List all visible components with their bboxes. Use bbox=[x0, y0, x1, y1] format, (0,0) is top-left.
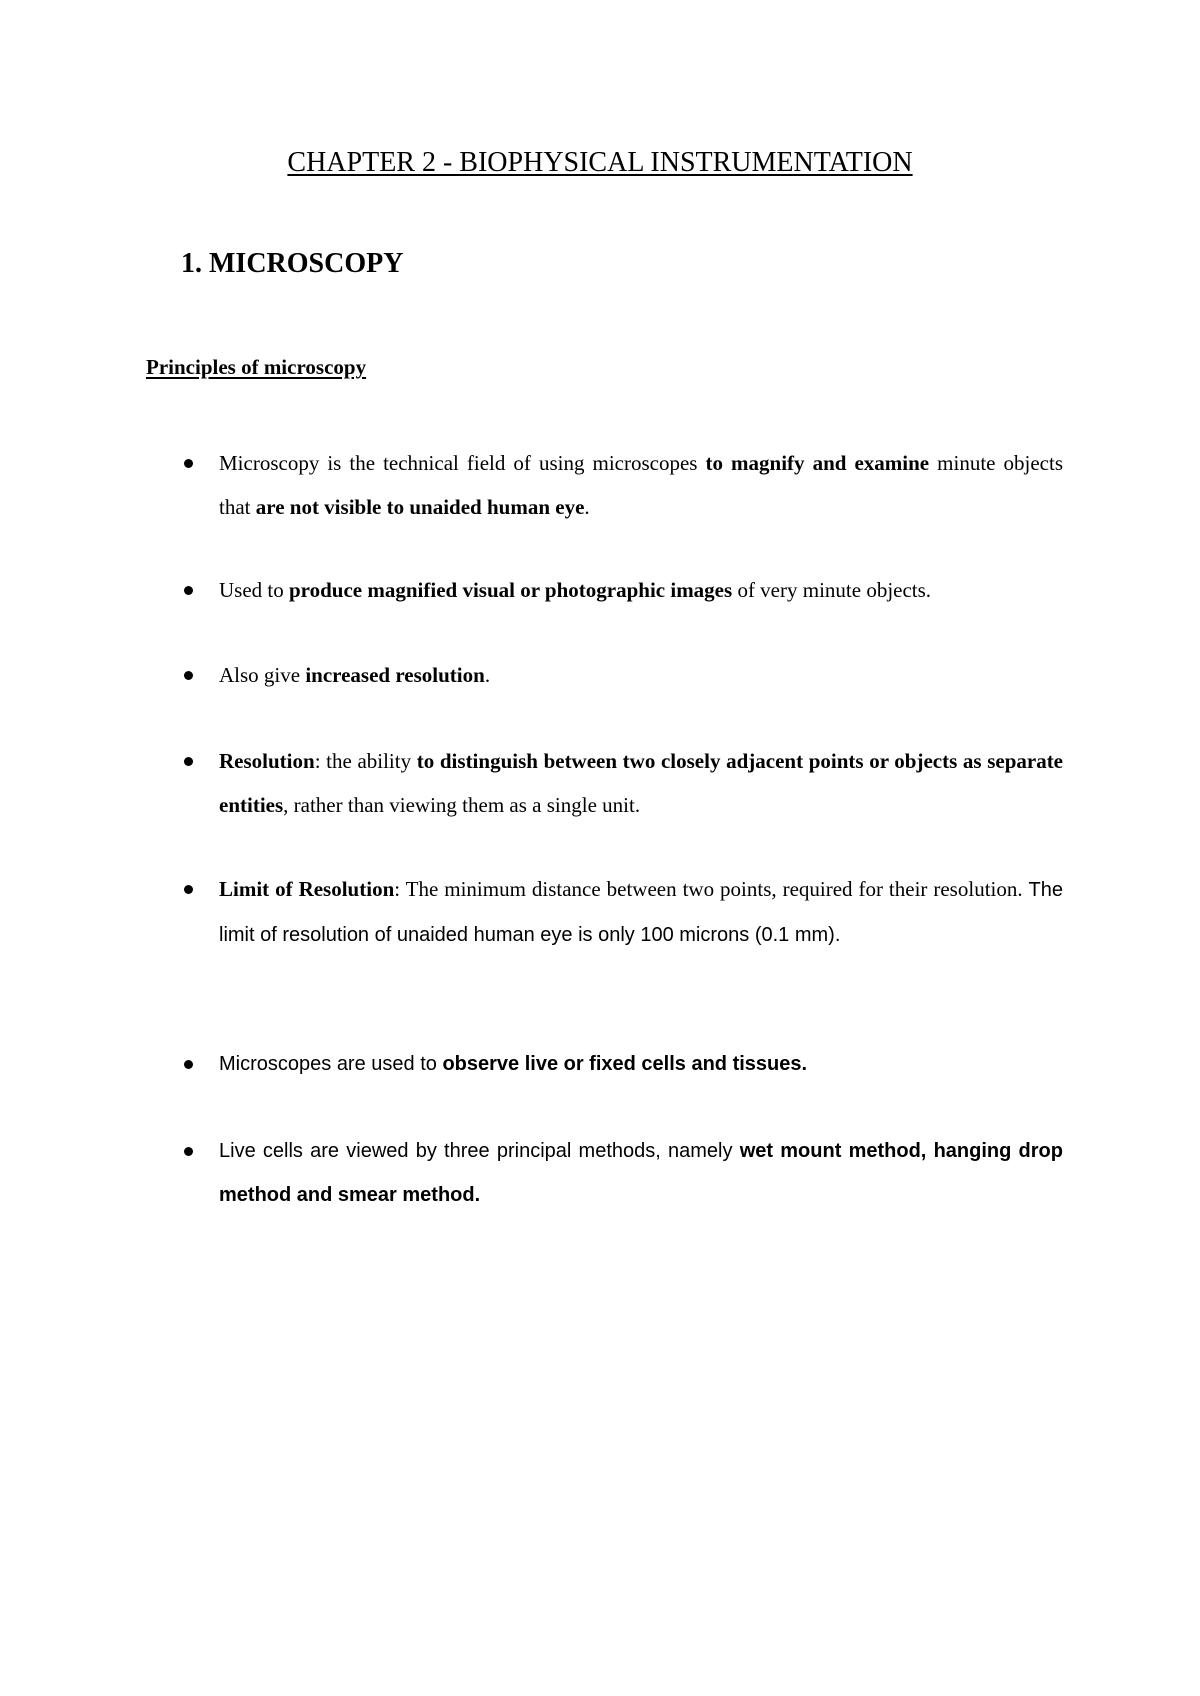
bullet-text: The limit of resolution of unaided human eye is only 100 microns (0.1 mm). bbox=[219, 879, 1063, 946]
bullet-item-5 bbox=[219, 867, 1063, 957]
bullet-bold-text: Resolution bbox=[219, 749, 315, 773]
bullet-bold-text: are not visible to unaided human eye bbox=[255, 495, 585, 519]
bullet-dot bbox=[184, 1147, 193, 1156]
bullet-text: Microscopes are used to bbox=[219, 1053, 443, 1075]
bullet-text: . bbox=[484, 663, 491, 687]
bullet-bold-text: wet mount method, hanging drop method and smear method. bbox=[219, 1140, 1063, 1206]
bullet-item-4 bbox=[219, 739, 1063, 827]
bullet-text: : The minimum distance between two points, required for their resolution. bbox=[394, 877, 1023, 901]
bullet-text: Microscopy is the technical field of using microscopes bbox=[219, 451, 706, 475]
bullet-dot bbox=[184, 459, 193, 468]
bullet-dot bbox=[184, 1060, 193, 1069]
section-title: MICROSCOPY bbox=[209, 248, 404, 279]
bullet-dot bbox=[184, 671, 193, 680]
bullet-dot bbox=[184, 586, 193, 595]
bullet-item-2 bbox=[219, 568, 1063, 612]
bullet-text: Live cells are viewed by three principal methods, namely bbox=[219, 1140, 740, 1162]
bullet-dot bbox=[184, 757, 193, 766]
bullet-item-1 bbox=[219, 441, 1063, 529]
bullet-bold-text: increased resolution bbox=[305, 663, 485, 687]
bullet-text: minute objects that bbox=[219, 451, 1064, 519]
subheading: Principles of microscopy bbox=[146, 355, 367, 379]
bullet-item-3 bbox=[219, 653, 1063, 697]
bullet-item-7 bbox=[219, 1129, 1063, 1217]
bullet-text: Also give bbox=[219, 663, 306, 687]
bullet-bold-text: produce magnified visual or photographic images bbox=[289, 578, 733, 602]
bullet-bold-text: to magnify and examine bbox=[705, 451, 930, 475]
bullet-dot bbox=[184, 885, 193, 894]
bullet-bold-text: Limit of Resolution bbox=[219, 877, 395, 901]
bullet-item-6 bbox=[219, 1042, 1063, 1086]
bullet-text: . bbox=[584, 495, 590, 519]
bullet-text: of very minute objects. bbox=[732, 578, 932, 602]
bullet-bold-text: to distinguish between two closely adjacent points or objects as separate entities bbox=[219, 749, 1064, 817]
section-heading bbox=[181, 247, 403, 281]
bullet-bold-text: observe live or fixed cells and tissues. bbox=[442, 1053, 808, 1075]
bullet-text: , rather than viewing them as a single unit. bbox=[283, 793, 641, 817]
bullet-text: : the ability bbox=[314, 749, 417, 773]
chapter-title: CHAPTER 2 - BIOPHYSICAL INSTRUMENTATION bbox=[287, 147, 913, 178]
section-number: 1. bbox=[181, 248, 202, 279]
bullet-text: Used to bbox=[219, 578, 289, 602]
